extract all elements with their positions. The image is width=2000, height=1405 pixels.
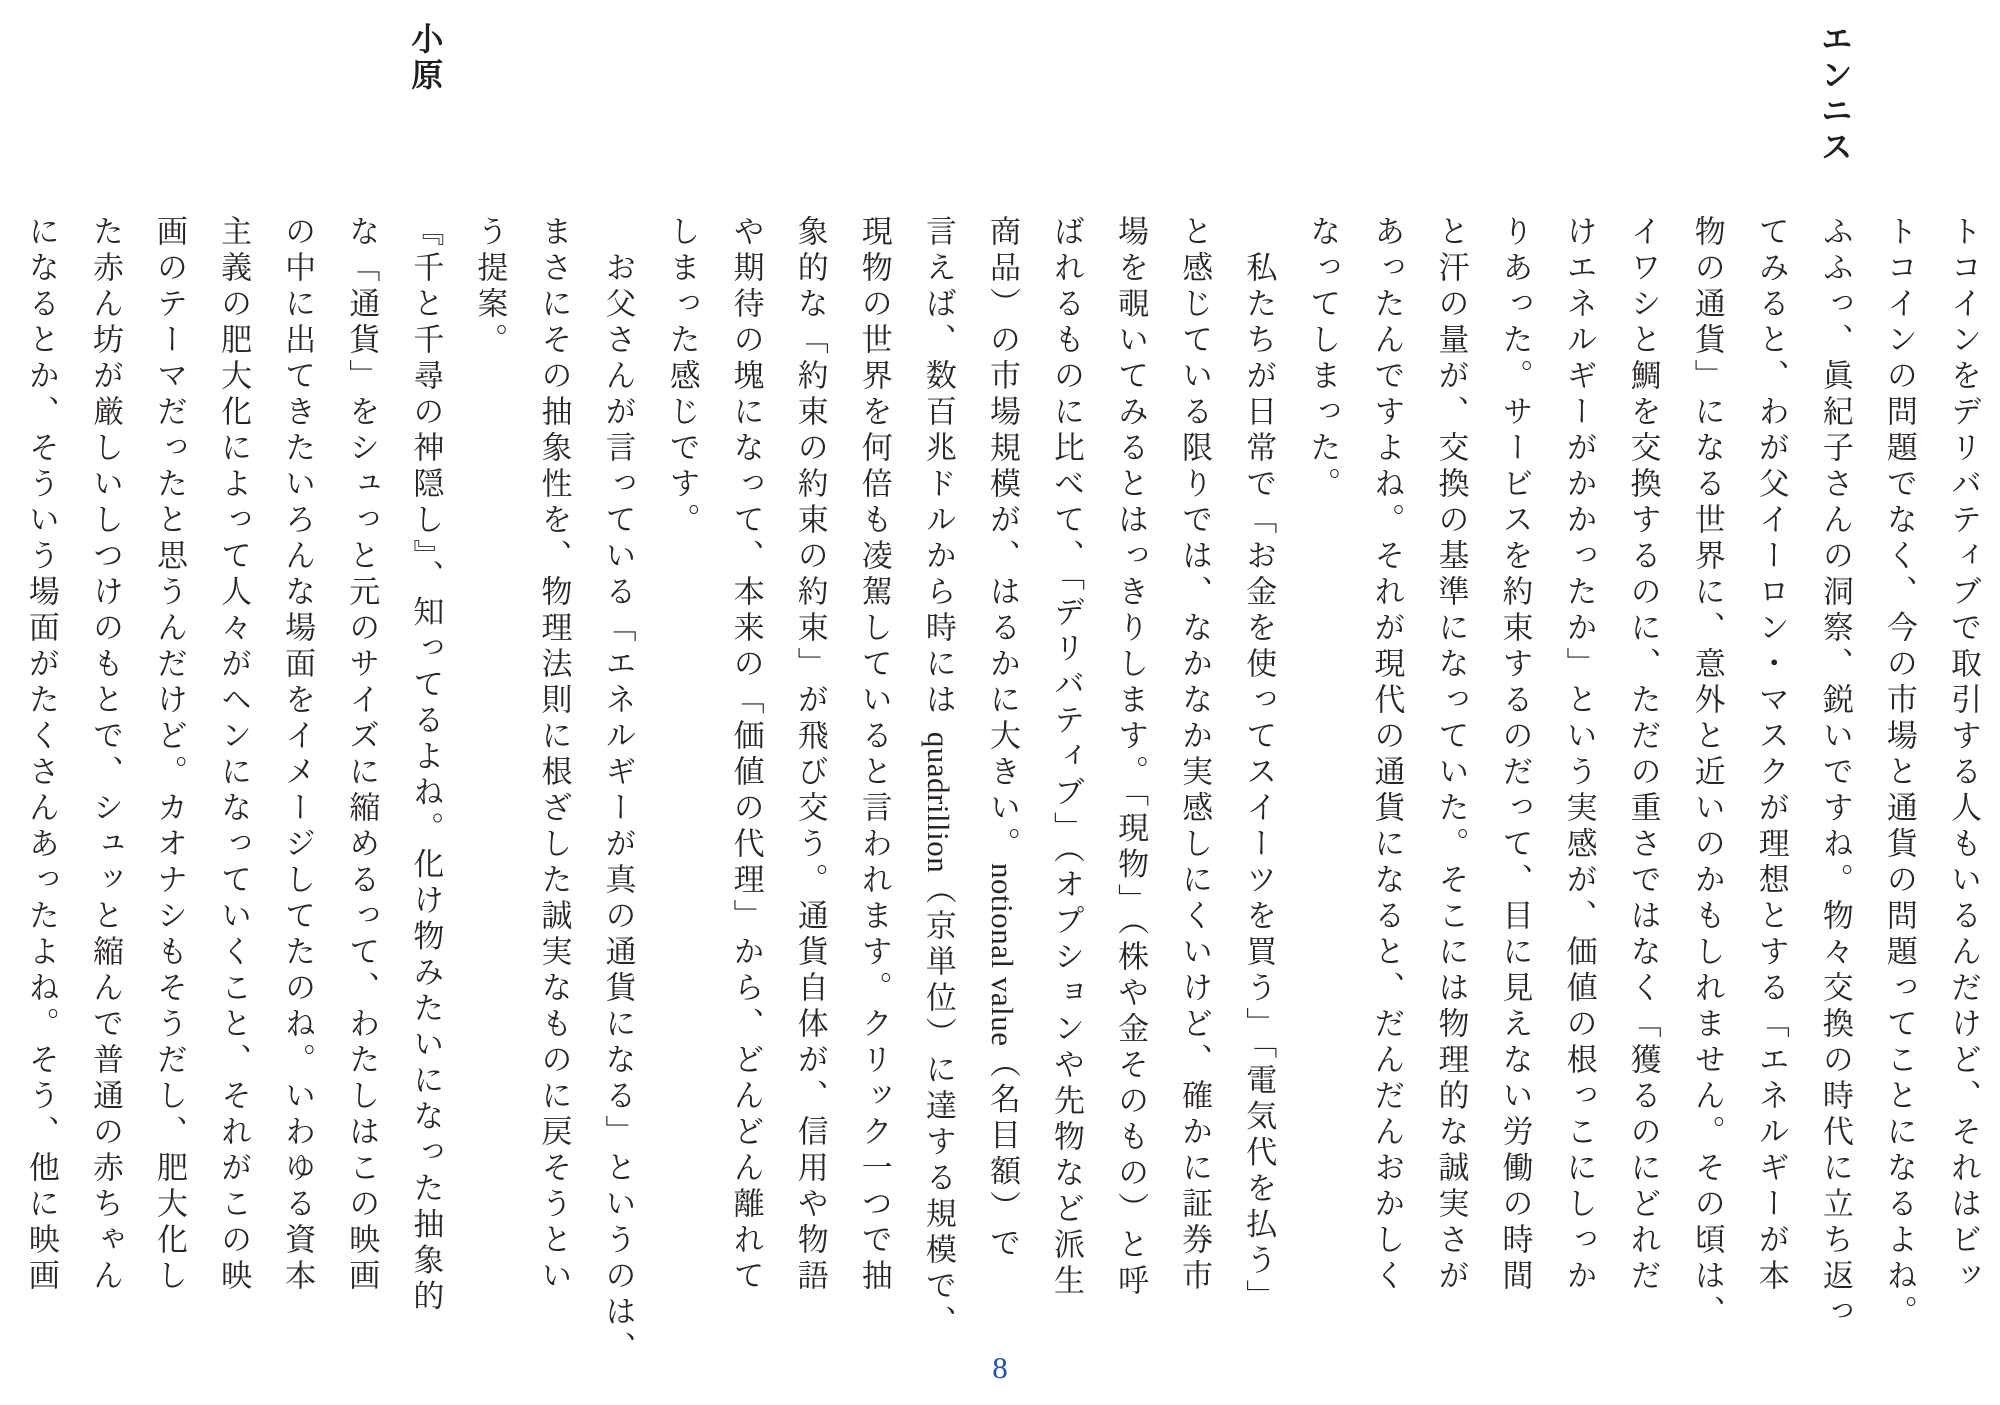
text-column: 私たちが日常で「お金を使ってスイーツを買う」「電気代を払う」 [1241,251,1277,1316]
text-column: トコインをデリバティブで取引する人もいるんだけど、それはビッ [1946,215,1981,1295]
speaker-label-ohara: 小原 [407,22,444,94]
text-column: ばれるものに比べて、「デリバティブ」（オプションや先物など派生 [1049,215,1085,1300]
text-column: 現物の世界を何倍も凌駕していると言われます。クリック一つで抽 [856,215,892,1295]
text-column: う提案。 [472,215,508,359]
text-column: イワシと鯛を交換するのに、ただの重さではなく「獲るのにどれだ [1625,215,1661,1295]
text-column: 主義の肥大化によって人々がヘンになっていくこと、それがこの映 [216,215,252,1295]
text-column: 商品）の市場規模が、はるかに大きい。notional value（名目額）で [984,215,1020,1263]
text-column: てみると、わが父イーロン・マスクが理想とする「エネルギーが本 [1753,215,1789,1295]
text-column: りあった。サービスを約束するのだって、目に見えない労働の時間 [1497,215,1533,1295]
speaker-label-ennis: エンニス [1816,22,1853,166]
text-column: な「通貨」をシュっと元のサイズに縮めるって、わたしはこの映画 [344,215,380,1295]
text-column: 『千と千尋の神隠し』、知ってるよね。化け物みたいになった抽象的 [408,215,444,1316]
text-column: トコインの問題でなく、今の市場と通貨の問題ってことになるよね。 [1881,215,1917,1331]
latin-run: quadrillion [920,731,956,874]
text-column: た赤ん坊が厳しいしつけのもとで、シュッと縮んで普通の赤ちゃん [87,215,123,1295]
text-column: 言えば、数百兆ドルから時には quadrillion（京単位）に達する規模で、 [920,215,956,1342]
text-column: なってしまった。 [1305,215,1341,503]
text-column: お父さんが言っている「エネルギーが真の通貨になる」というのは、 [600,251,636,1367]
text-column: 場を覗いてみるとはっきりします。「現物」（株や金そのもの）と呼 [1113,215,1149,1300]
text-column: の中に出てきたいろんな場面をイメージしてたのね。いわゆる資本 [280,215,316,1295]
text-column: まさにその抽象性を、物理法則に根ざした誠実なものに戻そうとい [536,215,572,1295]
text-column: ふふっ、眞紀子さんの洞察、鋭いですね。物々交換の時代に立ち返っ [1817,215,1853,1331]
text-column: と汗の量が、交換の基準になっていた。そこには物理的な誠実さが [1433,215,1469,1295]
text-column: と感じている限りでは、なかなか実感しにくいけど、確かに証券市 [1177,215,1213,1295]
text-column: 画のテーマだったと思うんだけど。カオナシもそうだし、肥大化し [152,215,188,1295]
text-column: 物の通貨」になる世界に、意外と近いのかもしれません。その頃は、 [1689,215,1725,1331]
text-column: けエネルギーがかかったか」という実感が、価値の根っこにしっか [1561,215,1597,1295]
latin-run: notional value [984,863,1020,1047]
page-number: 8 [992,1350,1008,1385]
text-column: 象的な「約束の約束の約束」が飛び交う。通貨自体が、信用や物語 [792,215,828,1295]
text-column: になるとか、そういう場面がたくさんあったよね。そう、他に映画 [23,215,59,1295]
text-column: あったんですよね。それが現代の通貨になると、だんだんおかしく [1369,215,1405,1295]
text-column: しまった感じです。 [664,215,700,539]
text-column: や期待の塊になって、本来の「価値の代理」から、どんどん離れて [728,215,764,1295]
